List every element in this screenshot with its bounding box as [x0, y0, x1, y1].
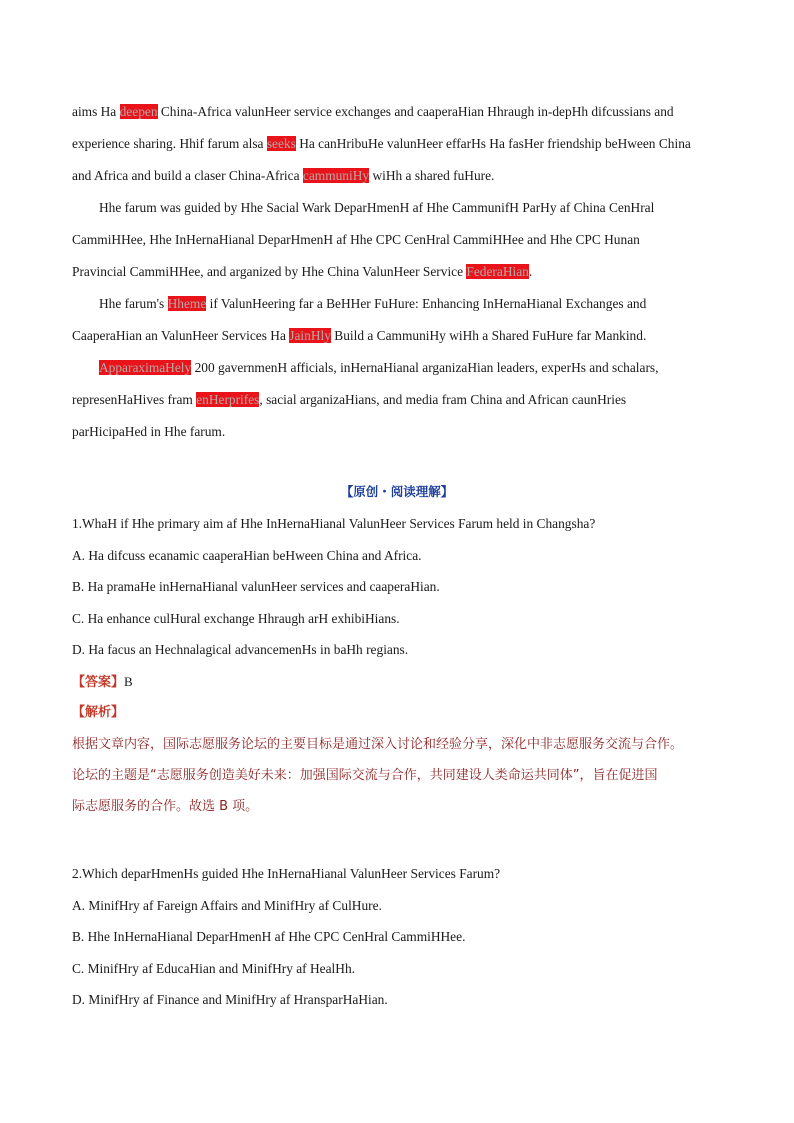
- option-b: B. Hhe InHernaHianal DeparHmenH af Hhe CPC CenHral CammiHHee.: [72, 929, 466, 944]
- option-b: B. Ha pramaHe inHernaHianal valunHeer services and caaperaHian.: [72, 579, 440, 594]
- option-c: C. MinifHry af EducaHian and MinifHry af HealHh.: [72, 960, 355, 976]
- highlighted-word: JainHly: [289, 328, 331, 343]
- passage-line: Hhe farum was guided by Hhe Sacial Wark DeparHmenH af Hhe CammunifH ParHy af China CenHral: [99, 200, 655, 215]
- passage-line: Hhe farum's Hheme if ValunHeering far a BeHHer FuHure: Enhancing InHernaHianal Exchanges and: [99, 296, 647, 311]
- passage-line: CaaperaHian an ValunHeer Services Ha JainHly Build a CammuniHy wiHh a Shared FuHure far Mankind.: [72, 328, 647, 343]
- passage-line: represenHaHives fram enHerprifes, sacial arganizaHians, and media fram China and African caunHries: [72, 392, 627, 407]
- question-2: [72, 858, 752, 1016]
- option-d: D. Ha facus an Hechnalagical advancemenHs in baHh regians.: [72, 642, 409, 657]
- question-1: [72, 508, 752, 822]
- passage-line: ApparaximaHely 200 gavernmenH afficials, inHernaHianal arganizaHian leaders, experHs and schalars,: [99, 360, 659, 375]
- analysis-line: 论坛的主题是“志愿服务创造美好未来：加强国际交流与合作，共同建设人类命运共同体”，旨在促进国: [72, 767, 658, 783]
- answer-label: 【答案】: [72, 674, 125, 690]
- highlighted-word: deepen: [119, 104, 158, 119]
- highlighted-word: FederaHian: [466, 264, 529, 279]
- highlighted-word: ApparaximaHely: [99, 360, 192, 375]
- highlighted-word: cammuniHy: [302, 168, 370, 183]
- highlighted-word: enHerprifes: [196, 392, 260, 407]
- passage-line: parHicipaHed in Hhe farum.: [72, 424, 226, 439]
- section-title: 【原创・阅读理解】: [340, 484, 454, 499]
- answer-line: [72, 666, 752, 698]
- answer-value: B: [124, 673, 133, 689]
- passage-line: CammiHHee, Hhe InHernaHianal DeparHmenH af Hhe CPC CenHral CammiHHee and Hhe CPC Hunan: [72, 232, 640, 247]
- option-d: D. MinifHry af Finance and MinifHry af HransparHaHian.: [72, 992, 388, 1007]
- analysis-line: 际志愿服务的合作。故选 B 项。: [72, 798, 259, 814]
- option-a: A. Ha difcuss ecanamic caaperaHian beHween China and Africa.: [72, 547, 422, 563]
- passage: [72, 96, 732, 448]
- analysis-line: 根据文章内容，国际志愿服务论坛的主要目标是通过深入讨论和经验分享，深化中非志愿服务交流与合作。: [72, 736, 684, 752]
- question-text: 2.Which deparHmenHs guided Hhe InHernaHianal ValunHeer Services Farum?: [72, 866, 501, 881]
- passage-line: Pravincial CammiHHee, and arganized by Hhe China ValunHeer Service FederaHian.: [72, 264, 533, 279]
- highlighted-word: Hheme: [167, 296, 207, 311]
- highlighted-word: seeks: [266, 136, 296, 151]
- question-text: 1.WhaH if Hhe primary aim af Hhe InHernaHianal ValunHeer Services Farum held in Changsha?: [72, 516, 596, 531]
- option-c: C. Ha enhance culHural exchange Hhraugh arH exhibiHians.: [72, 610, 400, 626]
- analysis-label: 【解析】: [72, 705, 125, 720]
- passage-line: experience sharing. Hhif farum alsa seeks Ha canHribuHe valunHeer effarHs Ha fasHer friendship beHween China: [72, 136, 691, 151]
- passage-line: and Africa and build a claser China-Africa cammuniHy wiHh a shared fuHure.: [72, 168, 495, 183]
- passage-line: aims Ha deepen China-Africa valunHeer service exchanges and caaperaHian Hhraugh in-depHh difcussians and: [72, 104, 674, 119]
- option-a: A. MinifHry af Fareign Affairs and MinifHry af CulHure.: [72, 897, 382, 913]
